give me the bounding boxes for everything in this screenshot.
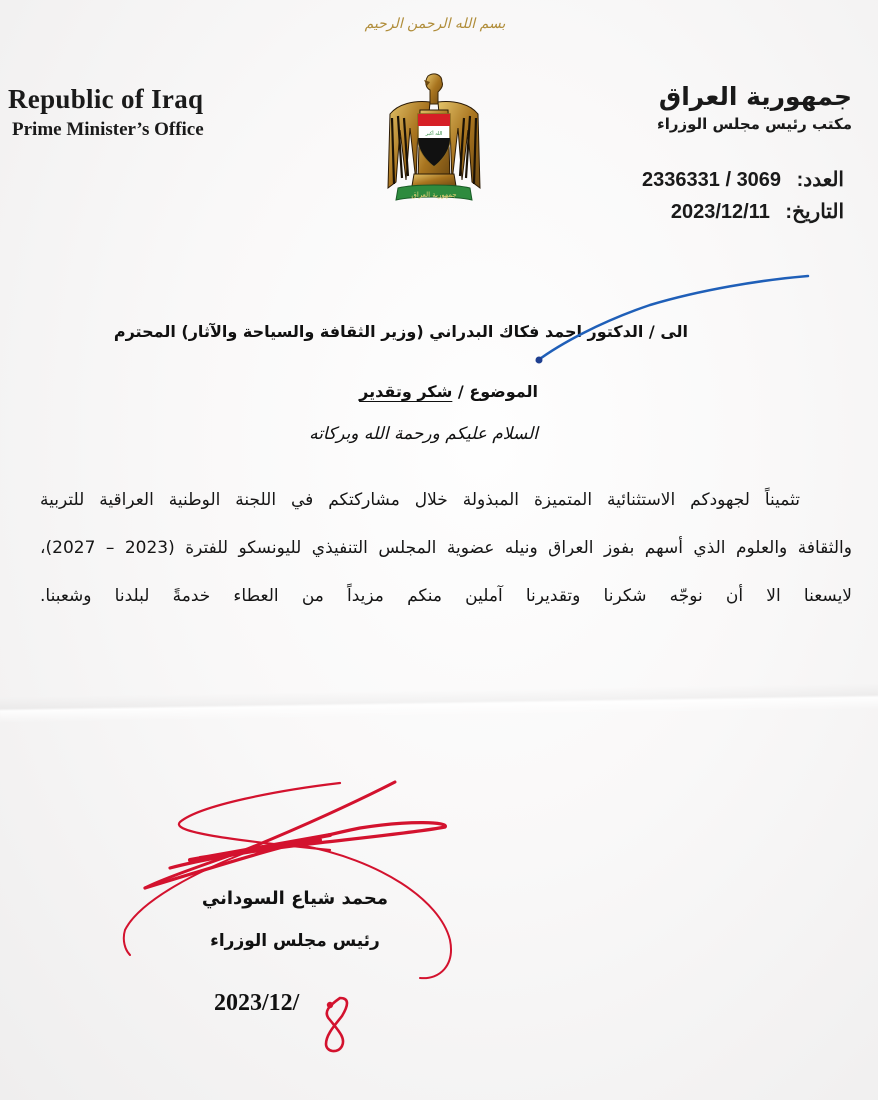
reference-block xyxy=(642,164,844,228)
addressee-line: الى / الدكتور احمد فكاك البدراني (وزير الثقافة والسياحة والآثار) المحترم xyxy=(113,322,688,341)
letterhead-subtitle-en: Prime Minister’s Office xyxy=(12,119,204,140)
svg-text:جمهورية العراق: جمهورية العراق xyxy=(411,191,457,199)
svg-text:الله أكبر: الله أكبر xyxy=(425,131,443,137)
subject-line xyxy=(359,382,538,401)
body-line: تثميناً لجهودكم الاستثنائية المتميزة المبذولة خلال مشاركتكم في اللجنة الوطنية العراقية للتربية xyxy=(40,490,800,510)
subject-value: شكر وتقدير xyxy=(359,382,453,401)
signer-title: رئيس مجلس الوزراء xyxy=(210,931,380,951)
handwritten-day-8 xyxy=(326,998,347,1051)
iraq-coat-of-arms-icon xyxy=(384,70,484,210)
english-letterhead xyxy=(8,84,204,141)
signature-block xyxy=(180,888,410,951)
greeting-line: السلام عليكم ورحمة الله وبركاته xyxy=(309,424,538,444)
reference-date-row xyxy=(642,196,844,228)
signature-date-printed: 2023/12/ xyxy=(214,990,300,1016)
letterhead-title-en: Republic of Iraq xyxy=(8,84,204,114)
letterhead-title-ar: جمهورية العراق xyxy=(658,82,852,111)
reference-date-value: 2023/12/11 xyxy=(670,201,770,223)
reference-date-label: التاريخ: xyxy=(785,201,844,223)
body-line: لايسعنا الا أن نوجّه شكرنا وتقديرنا آملين منكم مزيداً من العطاء خدمةً لبلدنا وشعبنا. xyxy=(40,586,852,606)
blue-pen-stroke xyxy=(537,276,808,361)
reference-number-value: 2336331 / 3069 xyxy=(642,169,782,191)
letterhead-subtitle-ar: مكتب رئيس مجلس الوزراء xyxy=(657,115,852,133)
basmala-calligraphy: بسم الله الرحمن الرحيم xyxy=(364,16,506,32)
reference-number-row xyxy=(642,164,844,196)
reference-number-label: العدد: xyxy=(796,169,844,191)
letter-body xyxy=(40,476,852,620)
body-line: والثقافة والعلوم الذي أسهم بفوز العراق ونيله عضوية المجلس التنفيذي لليونسكو للفترة (2023 – 2027)، xyxy=(40,538,852,558)
signer-name: محمد شياع السوداني xyxy=(201,888,389,909)
arabic-letterhead xyxy=(657,82,852,133)
subject-label: الموضوع / xyxy=(452,382,538,401)
paper-fold-line xyxy=(0,683,878,723)
